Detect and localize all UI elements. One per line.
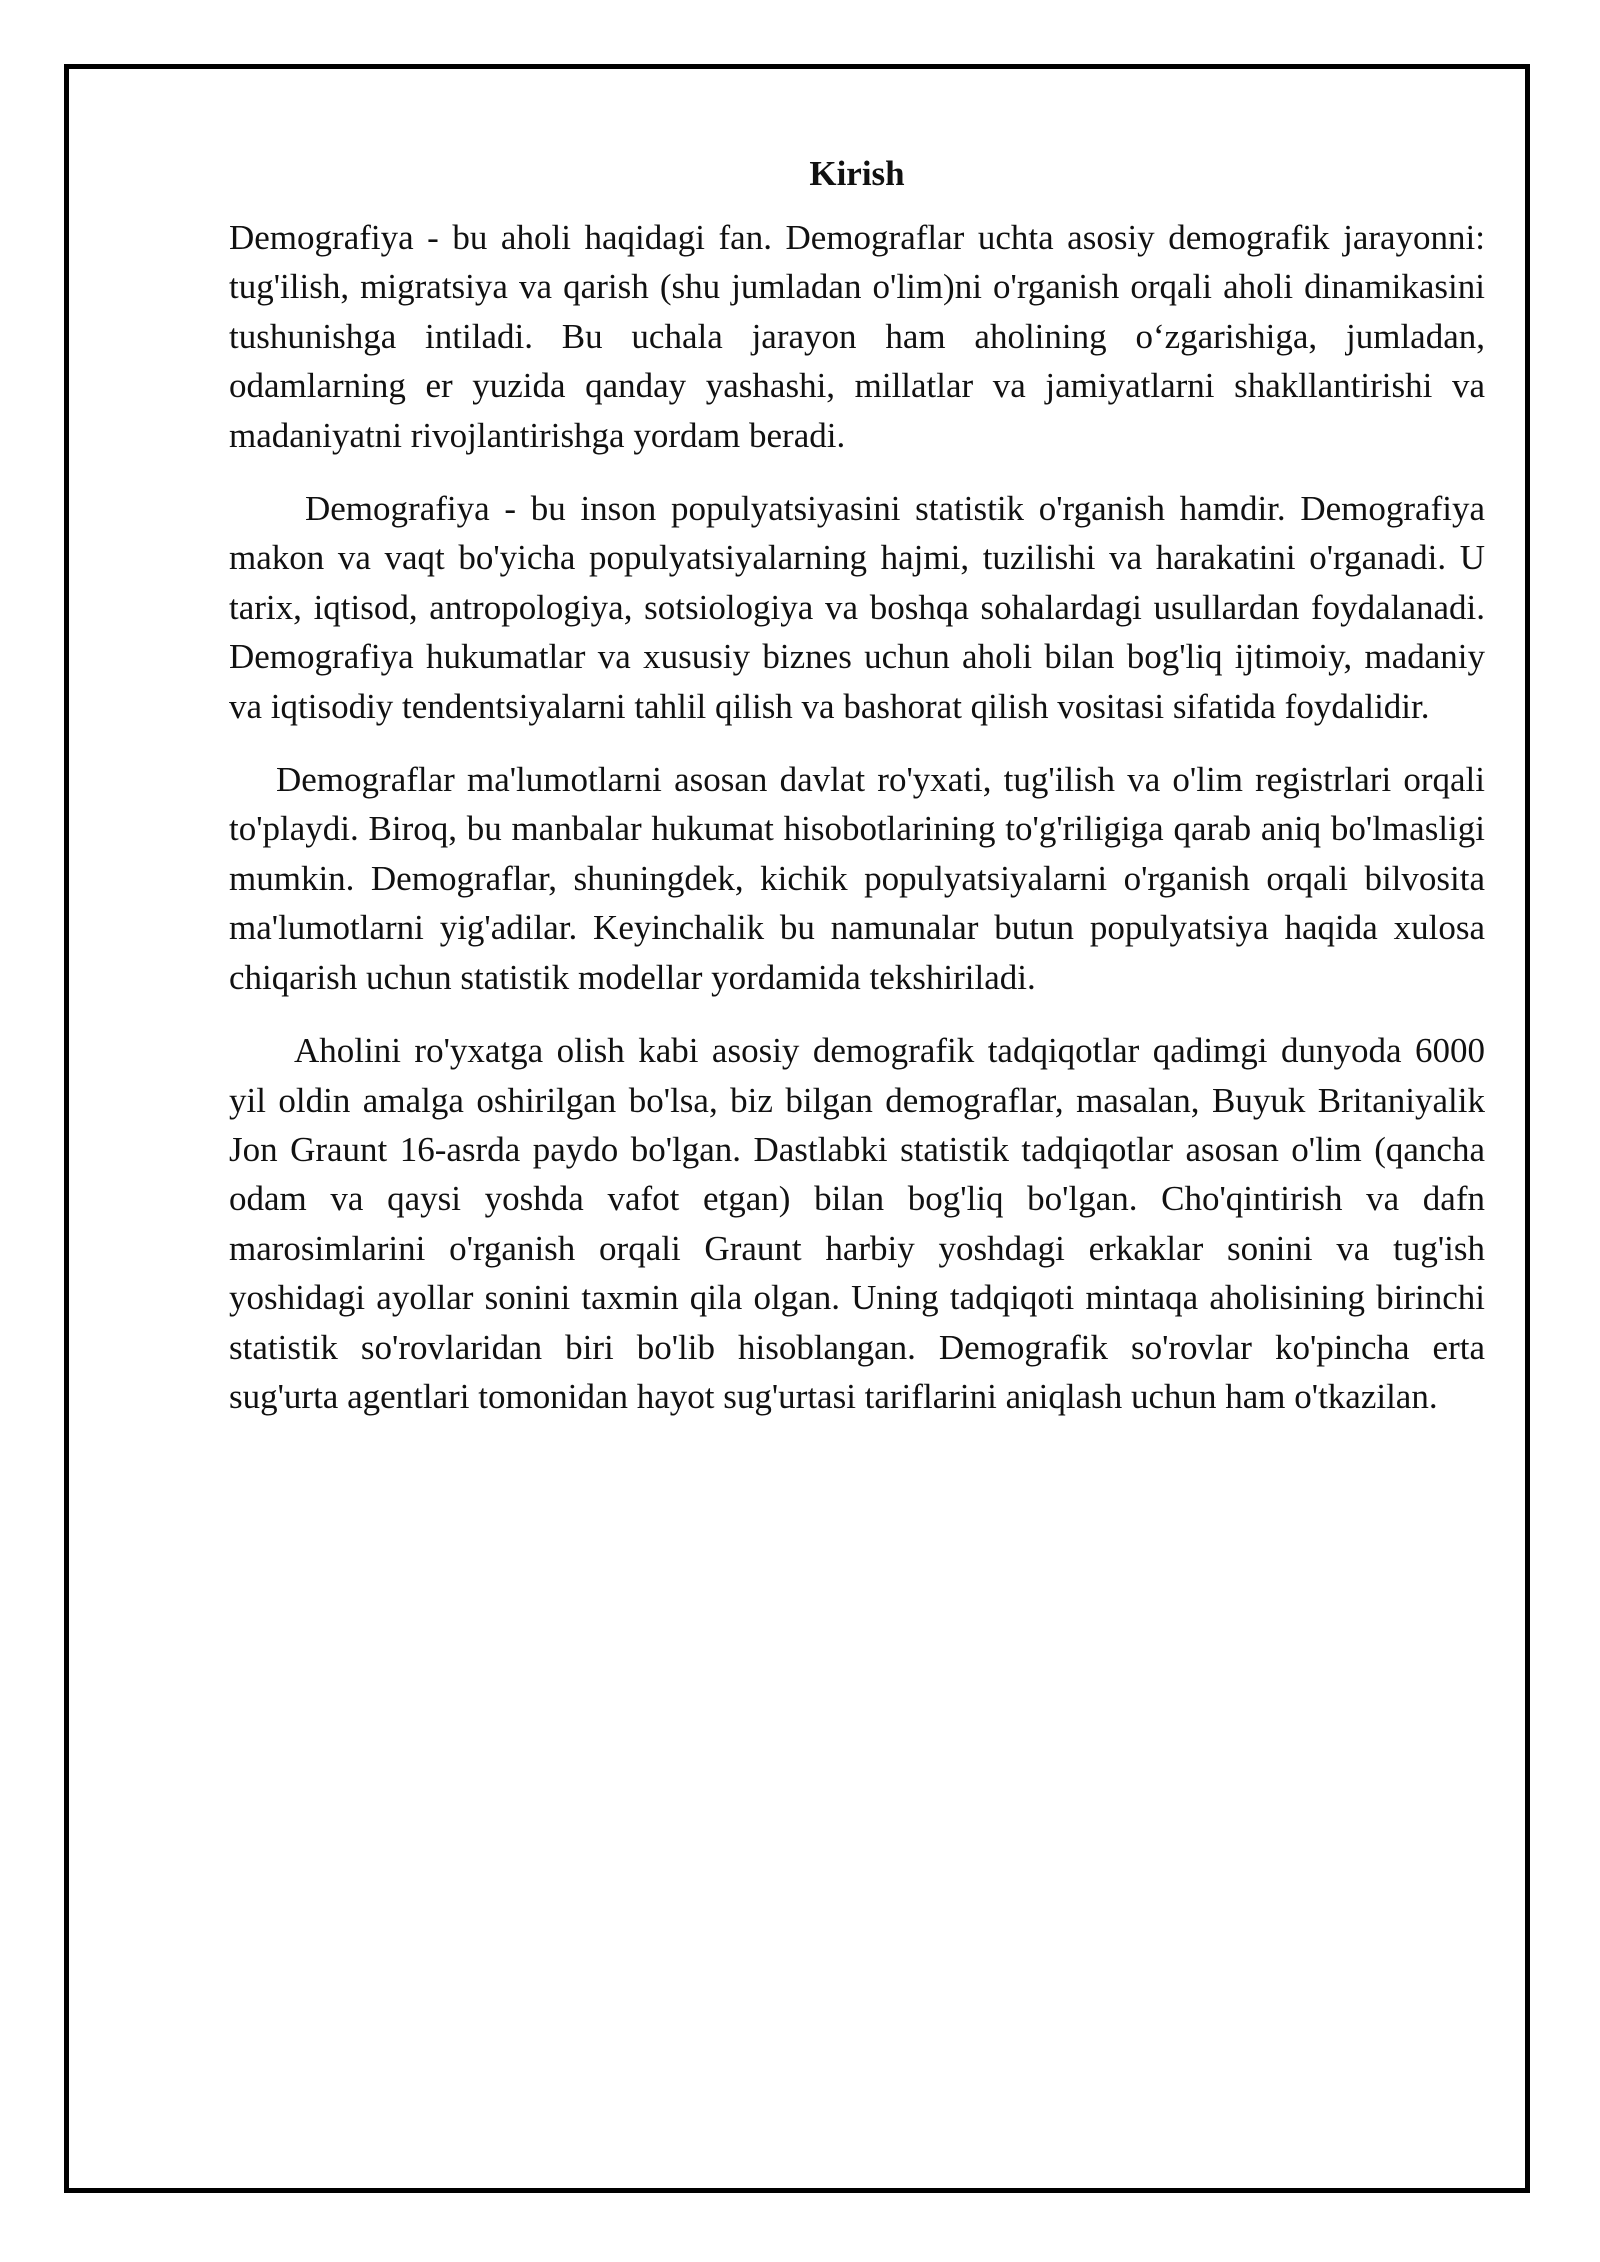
paragraph-2: Demografiya - bu inson populyatsiyasini statistik o'rganish hamdir. Demografiya makon va vaqt bo'yicha populyatsiyalarning hajmi, tuzilishi va harakatini o'rganadi. U tarix, iqtisod, antropologiya, sotsiologiya va boshqa sohalardagi usullardan foydalanadi. Demografiya hukumatlar va xususiy biznes uchun aholi bilan bog'liq ijtimoiy, madaniy va iqtisodiy tendentsiyalarni tahlil qilish va bashorat qilish vositasi sifatida foydalidir. [229,489,1485,726]
paragraph-4: Aholini ro'yxatga olish kabi asosiy demografik tadqiqotlar qadimgi dunyoda 6000 yil oldin amalga oshirilgan bo'lsa, biz bilgan demograflar, masalan, Buyuk Britaniyalik Jon Graunt 16-asrda paydo bo'lgan. Dastlabki statistik tadqiqotlar asosan o'lim (qancha odam va qaysi yoshda vafot etgan) bilan bog'liq bo'lgan. Cho'qintirish va dafn marosimlarini o'rganish orqali Graunt harbiy yoshdagi erkaklar sonini va tug'ish yoshidagi ayollar sonini taxmin qila olgan. Uning tadqiqoti mintaqa aholisining birinchi statistik so'rovlaridan biri bo'lib hisoblangan. Demografik so'rovlar ko'pincha erta sug'urta agentlari tomonidan hayot sug'urtasi tariflarini aniqlash uchun ham o'tkazilan. [229,1031,1485,1416]
paragraph-1: Demografiya - bu aholi haqidagi fan. Demograflar uchta asosiy demografik jarayonni: tug'ilish, migratsiya va qarish (shu jumladan o'lim)ni o'rganish orqali aholi dinamikasini tushunishga intiladi. Bu uchala jarayon ham aholining o‘zgarishiga, jumladan, odamlarning er yuzida qanday yashashi, millatlar va jamiyatlarni shakllantirishi va madaniyatni rivojlantirishga yordam beradi. [229,218,1485,455]
paragraph-3: Demograflar ma'lumotlarni asosan davlat ro'yxati, tug'ilish va o'lim registrlari orqali to'playdi. Biroq, bu manbalar hukumat hisobotlarining to'g'riligiga qarab aniq bo'lmasligi mumkin. Demograflar, shuningdek, kichik populyatsiyalarni o'rganish orqali bilvosita ma'lumotlarni yig'adilar. Keyinchalik bu namunalar butun populyatsiya haqida xulosa chiqarish uchun statistik modellar yordamida tekshiriladi. [229,760,1485,997]
document-body [229,148,1485,1445]
document-title: Kirish [809,154,905,193]
